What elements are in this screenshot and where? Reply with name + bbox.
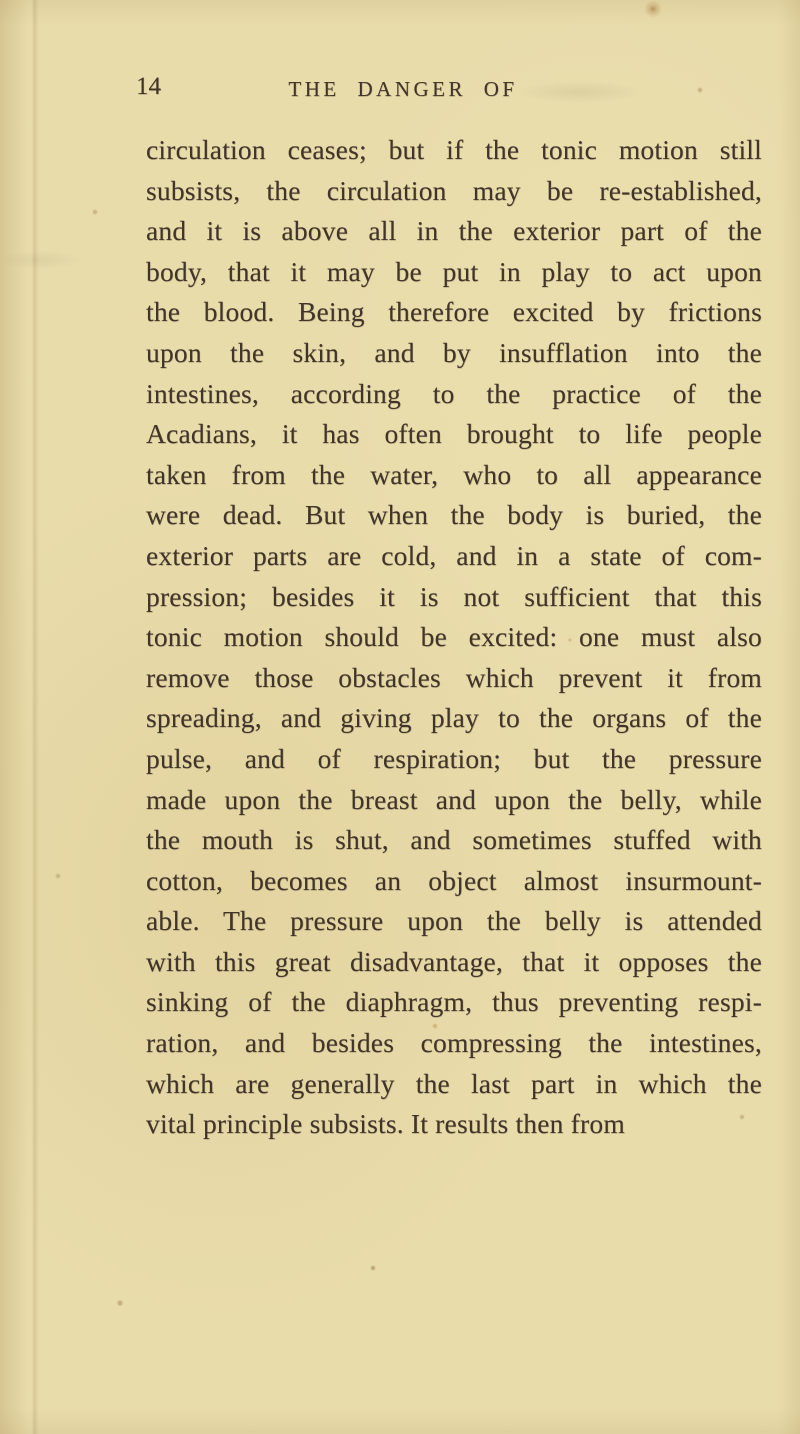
text-line: tonic motion should be excited: one must also [146, 621, 762, 653]
running-header: THE DANGER OF [288, 77, 518, 101]
text-line: were dead. But when the body is buried, the [146, 499, 762, 531]
text-line: spreading, and giving play to the organs of the [146, 702, 762, 734]
text-line: exterior parts are cold, and in a state of com- [146, 539, 762, 571]
text-line: upon the skin, and by insufflation into the [146, 336, 762, 368]
text-block [146, 130, 762, 1145]
text-line: with this great disadvantage, that it opposes the [146, 945, 762, 977]
text-line: pression; besides it is not sufficient that this [146, 580, 762, 612]
text-line: intestines, according to the practice of the [146, 377, 762, 409]
text-line: vital principle subsists. It results then from [146, 1108, 625, 1140]
text-line: the blood. Being therefore excited by frictions [146, 296, 762, 328]
text-line: body, that it may be put in play to act upon [146, 255, 762, 287]
text-line: pulse, and of respiration; but the pressure [146, 742, 762, 774]
text-line: circulation ceases; but if the tonic motion still [146, 134, 762, 165]
text-line: able. The pressure upon the belly is attended [146, 905, 762, 937]
text-line: subsists, the circulation may be re-established, [146, 174, 762, 206]
text-line: the mouth is shut, and sometimes stuffed with [146, 824, 762, 856]
text-line: ration, and besides compressing the intestines, [146, 1027, 762, 1059]
text-line: taken from the water, who to all appearance [146, 458, 762, 490]
text-line: sinking of the diaphragm, thus preventing respi- [146, 986, 762, 1018]
text-line: made upon the breast and upon the belly, while [146, 783, 762, 815]
page-number: 14 [136, 73, 161, 100]
text-line: cotton, becomes an object almost insurmount- [146, 864, 762, 896]
text-line: which are generally the last part in which the [146, 1067, 762, 1099]
text-line: and it is above all in the exterior part of the [146, 215, 762, 247]
text-line: remove those obstacles which prevent it from [146, 661, 762, 693]
text-line: Acadians, it has often brought to life people [146, 418, 762, 450]
